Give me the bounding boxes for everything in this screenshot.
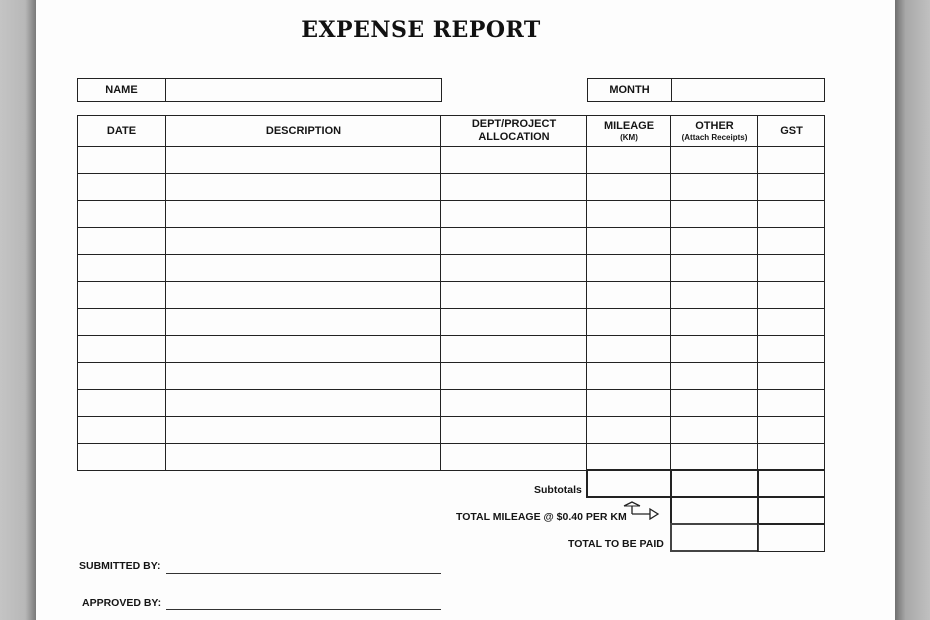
table-row[interactable] — [78, 174, 824, 200]
subtotal-other-field[interactable] — [670, 469, 759, 498]
total-to-be-paid-field[interactable] — [670, 523, 759, 552]
col-header-other: OTHER (Attach Receipts) — [681, 119, 748, 142]
table-row[interactable] — [78, 147, 824, 173]
submitted-by-line[interactable] — [166, 573, 441, 574]
approved-by-line[interactable] — [166, 609, 441, 610]
viewer-background-right — [895, 0, 930, 620]
total-to-be-paid-label: TOTAL TO BE PAID — [568, 538, 664, 550]
expense-report-page — [36, 0, 895, 620]
mileage-gst-field[interactable] — [757, 496, 825, 525]
table-row[interactable] — [78, 309, 824, 335]
approved-by-label: APPROVED BY: — [82, 597, 162, 609]
submitted-by-label: SUBMITTED BY: — [79, 560, 161, 572]
table-row[interactable] — [78, 417, 824, 443]
table-row[interactable] — [78, 255, 824, 281]
table-row[interactable] — [78, 363, 824, 389]
table-row[interactable] — [78, 228, 824, 254]
subtotal-mileage-field[interactable] — [586, 469, 672, 498]
col-header-mileage: MILEAGE (KM) — [603, 119, 655, 142]
col-header-gst: GST — [780, 124, 803, 137]
arrow-right-icon — [620, 498, 664, 520]
mileage-amount-field[interactable] — [670, 496, 759, 525]
col-header-description: DESCRIPTION — [265, 124, 342, 137]
month-label: MONTH — [609, 83, 650, 96]
viewer-background-left — [0, 0, 36, 620]
name-input[interactable] — [167, 80, 439, 100]
table-row[interactable] — [78, 336, 824, 362]
subtotal-gst-field[interactable] — [757, 469, 825, 498]
name-label: NAME — [105, 83, 138, 96]
table-row[interactable] — [78, 390, 824, 416]
month-input[interactable] — [673, 80, 823, 100]
col-header-dept-project: DEPT/PROJECT ALLOCATION — [471, 118, 557, 143]
table-row[interactable] — [78, 444, 824, 470]
page-title: EXPENSE REPORT — [301, 17, 541, 43]
table-row[interactable] — [78, 282, 824, 308]
subtotals-label: Subtotals — [534, 484, 582, 496]
col-header-mileage-sub: (KM) — [620, 132, 638, 142]
col-header-other-sub: (Attach Receipts) — [681, 132, 748, 142]
table-row[interactable] — [78, 201, 824, 227]
total-mileage-label: TOTAL MILEAGE @ $0.40 PER KM — [456, 511, 627, 523]
total-gst-field[interactable] — [757, 523, 825, 552]
col-header-date: DATE — [106, 124, 137, 137]
